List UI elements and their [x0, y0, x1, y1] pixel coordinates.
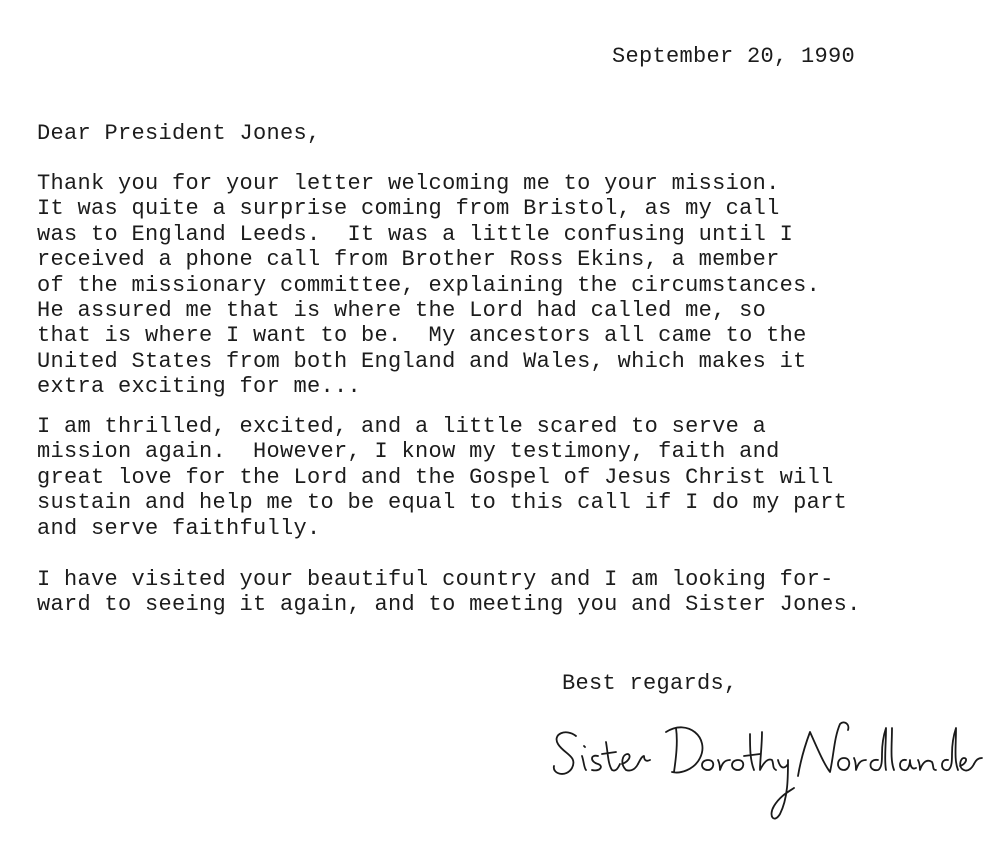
text-line: ward to seeing it again, and to meeting you and Sister Jones.	[37, 592, 861, 618]
salutation: Dear President Jones,	[37, 121, 321, 146]
text-line: sustain and help me to be equal to this call if I do my part	[37, 490, 848, 516]
paragraph-2	[37, 414, 847, 541]
text-line: I have visited your beautiful country and I am looking for-	[37, 567, 834, 592]
text-line: mission again. However, I know my testimony, faith and	[37, 439, 780, 465]
text-line: It was quite a surprise coming from Bristol, as my call	[37, 196, 780, 222]
text-line: extra exciting for me...	[37, 374, 362, 400]
paragraph-1	[37, 171, 820, 400]
paragraph-3	[37, 567, 861, 618]
text-line: and serve faithfully.	[37, 515, 321, 541]
text-line: I am thrilled, excited, and a little scared to serve a	[37, 414, 767, 439]
text-line: was to England Leeds. It was a little confusing until I	[37, 221, 794, 247]
text-line: that is where I want to be. My ancestors all came to the	[37, 323, 807, 349]
text-line: received a phone call from Brother Ross Ekins, a member	[37, 247, 780, 273]
text-line: Thank you for your letter welcoming me to your mission.	[37, 171, 780, 196]
letter-date: September 20, 1990	[612, 44, 856, 69]
text-line: of the missionary committee, explaining the circumstances.	[37, 272, 821, 298]
handwritten-signature	[548, 698, 988, 838]
closing: Best regards,	[562, 671, 738, 696]
text-line: United States from both England and Wales, which makes it	[37, 348, 807, 374]
text-line: great love for the Lord and the Gospel of Jesus Christ will	[37, 464, 834, 490]
text-line: He assured me that is where the Lord had called me, so	[37, 297, 767, 323]
